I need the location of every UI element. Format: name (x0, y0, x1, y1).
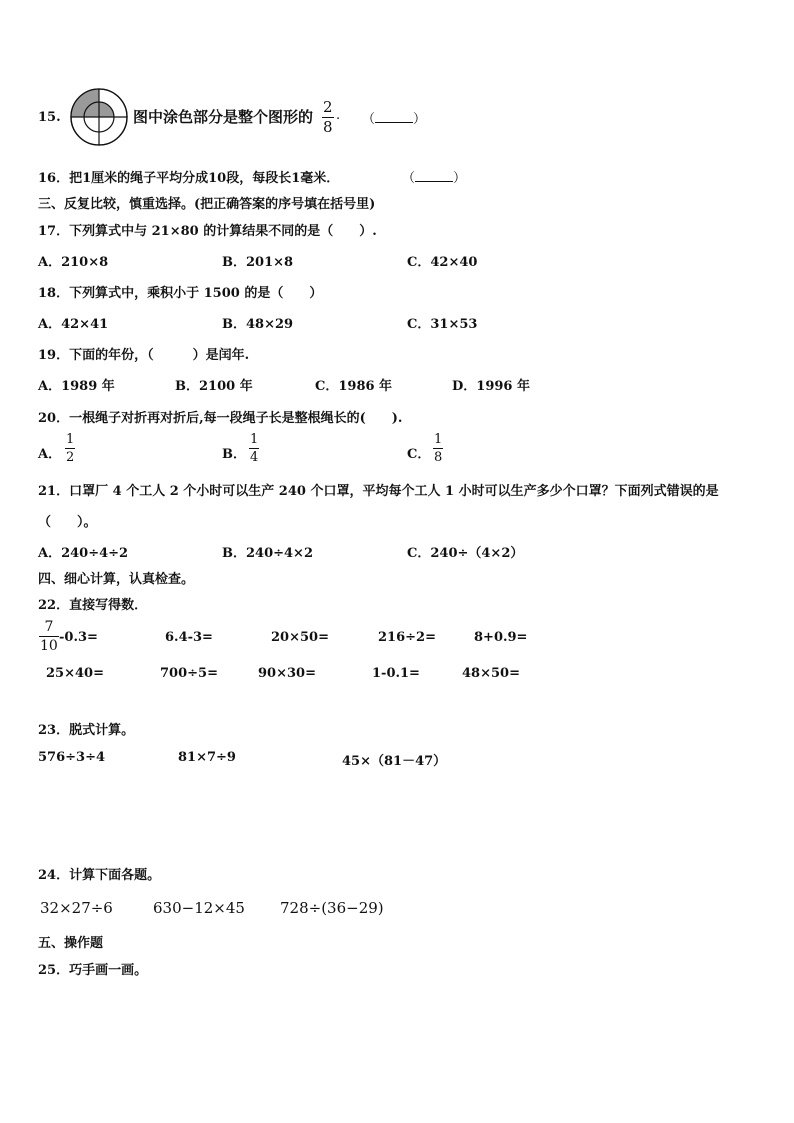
quartered-circle-figure (66, 88, 132, 146)
q21-text: 21．口罩厂 4 个工人 2 个小时可以生产 240 个口罩，平均每个工人 1 小时可以生产多少个口罩？下面列式错误的是 (38, 484, 719, 499)
q17-option-a[interactable]: A．210×8 (38, 255, 109, 270)
q24-item-2: 728÷(36−29) (280, 899, 384, 917)
q22-row2-item-3: 1-0.1= (372, 666, 420, 681)
q25-text: 25．巧手画一画。 (38, 963, 148, 978)
q23-item-1: 81×7÷9 (178, 750, 236, 765)
q19-text: 19．下面的年份，（ ）是闰年. (38, 348, 250, 363)
q20-option-c-label[interactable]: C． (407, 447, 431, 462)
q23-text: 23．脱式计算。 (38, 723, 135, 738)
q19-option-d[interactable]: D．1996 年 (452, 379, 530, 394)
q15-answer-blank[interactable]: （ ） (362, 112, 427, 127)
q17-option-c[interactable]: C．42×40 (407, 255, 478, 270)
q22-row1-item-3: 216÷2= (378, 630, 436, 645)
section-4-heading: 四、细心计算，认真检查。 (38, 572, 195, 587)
q18-option-c[interactable]: C．31×53 (407, 317, 478, 332)
q22-row1-item-0: -0.3= (59, 630, 98, 645)
q22-row1-item-4: 8+0.9= (474, 630, 528, 645)
q20-option-b-label[interactable]: B． (222, 447, 246, 462)
q24-item-1: 630−12×45 (153, 899, 245, 917)
section-5-heading: 五、操作题 (38, 936, 104, 951)
q19-option-c[interactable]: C．1986 年 (315, 379, 393, 394)
q17-text: 17．下列算式中与 21×80 的计算结果不同的是（ ）. (38, 224, 377, 239)
q22-row1-item-1: 6.4-3= (165, 630, 213, 645)
q22-row2-item-0: 25×40= (46, 666, 104, 681)
q21-text-line2: （ ）。 (38, 515, 97, 530)
q15-text: 图中涂色部分是整个图形的 (133, 108, 314, 126)
q23-item-0: 576÷3÷4 (38, 750, 106, 765)
q15-tail: . (336, 108, 341, 123)
q17-option-b[interactable]: B．201×8 (222, 255, 294, 270)
q15-number: 15. (38, 110, 61, 125)
q18-option-a[interactable]: A．42×41 (38, 317, 109, 332)
q18-text: 18．下列算式中，乘积小于 1500 的是（ ） (38, 286, 323, 301)
q21-option-a[interactable]: A．240÷4÷2 (38, 546, 129, 561)
q22-row2-item-2: 90×30= (258, 666, 316, 681)
q20-text: 20．一根绳子对折再对折后,每一段绳子长是整根绳长的( ). (38, 411, 403, 426)
q19-option-b[interactable]: B．2100 年 (175, 379, 253, 394)
q15-frac-den: 8 (323, 118, 333, 136)
q21-option-b[interactable]: B．240÷4×2 (222, 546, 314, 561)
q18-option-b[interactable]: B．48×29 (222, 317, 294, 332)
q22-first-fraction: 7 10 (40, 619, 58, 654)
q24-item-0: 32×27÷6 (40, 899, 113, 917)
q24-text: 24．计算下面各题。 (38, 868, 161, 883)
q20-option-a-fraction[interactable]: 1 2 (66, 432, 75, 465)
q16-text: 16．把1厘米的绳子平均分成10段，每段长1毫米． (38, 171, 340, 186)
q22-row1-item-2: 20×50= (271, 630, 329, 645)
q23-item-2: 45×（81－47） (342, 754, 447, 769)
q20-option-a-label[interactable]: A． (38, 447, 62, 462)
section-3-heading: 三、反复比较，慎重选择。(把正确答案的序号填在括号里) (38, 197, 376, 212)
q20-option-c-fraction[interactable]: 1 8 (434, 432, 443, 465)
q21-option-c[interactable]: C．240÷（4×2） (407, 546, 524, 561)
q15-frac-num: 2 (323, 98, 333, 116)
q16-answer-blank[interactable]: （ ） (402, 171, 467, 186)
q22-text: 22．直接写得数． (38, 598, 148, 613)
q20-option-b-fraction[interactable]: 1 4 (250, 432, 259, 465)
q22-row2-item-4: 48×50= (462, 666, 520, 681)
q15-fraction (322, 100, 334, 135)
q22-row2-item-1: 700÷5= (160, 666, 218, 681)
q19-option-a[interactable]: A．1989 年 (38, 379, 115, 394)
